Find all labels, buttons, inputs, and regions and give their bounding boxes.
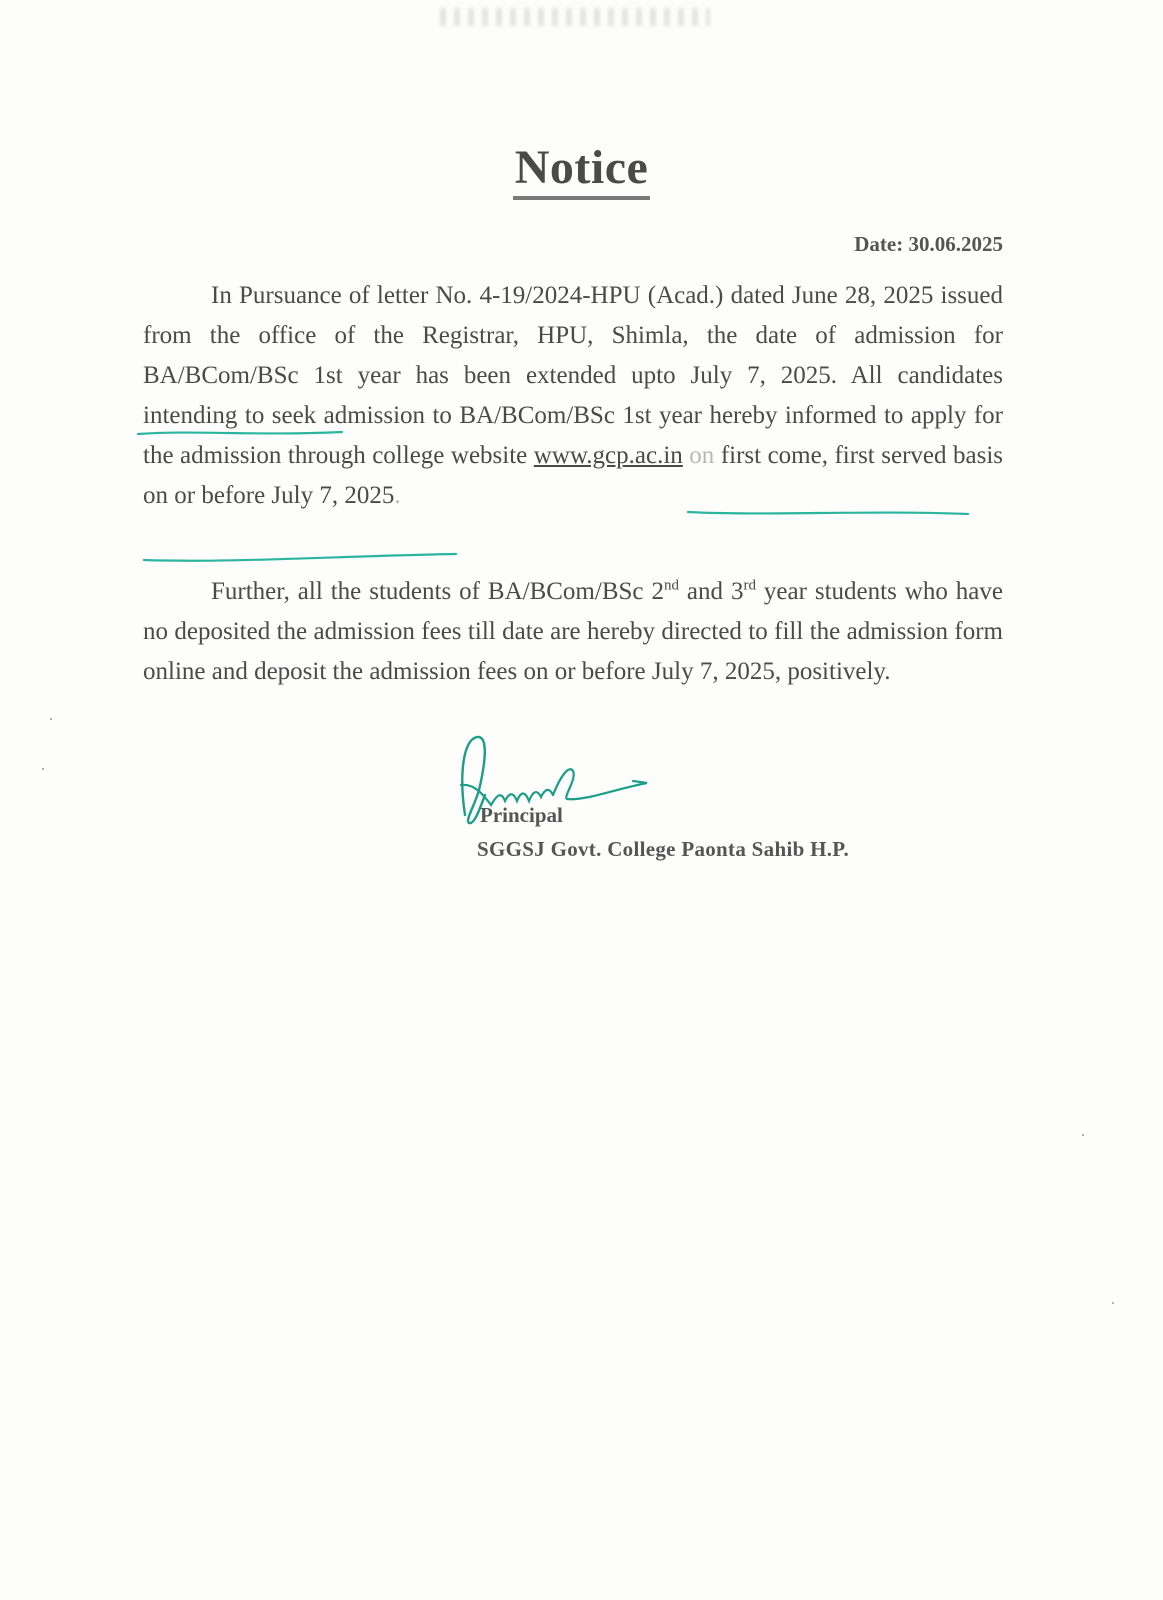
paragraph-2-text-b: and 3 [678, 578, 744, 605]
scan-speck [50, 718, 52, 720]
scan-speck [42, 768, 44, 770]
paragraph-1-text-b: All candidates intending to seek admission to BA/BCom/BSc 1st year hereby informed to apply for the admission through college website [143, 362, 1003, 469]
paragraph-admission-extension [143, 276, 1003, 516]
paragraph-2-text-c: year students who have no deposited the admission fees till date are hereby directed to fill the admission form online and deposit the admission fees on or before July 7, 2025, positively. [143, 578, 1003, 685]
signature-designation: Principal [480, 803, 563, 827]
highlight-july-date: July 7, 2025. [690, 362, 838, 389]
superscript-nd: nd [663, 577, 679, 594]
paragraph-1-text-d: . [394, 482, 401, 509]
paragraph-1-text-a: In Pursuance of letter No. 4-19/2024-HPU (Acad.) dated June 28, 2025 issued from the office of the Registrar, HPU, Shimla, the date of admission for BA/BCom/BSc 1st year has been extended upto [143, 282, 1003, 389]
highlight-first-come: first come, first served basis on or before July 7, 2025 [143, 442, 1003, 509]
paragraph-2-text-a: Further, all the students of BA/BCom/BSc 2 [211, 578, 664, 605]
college-website-link[interactable]: www.gcp.ac.in [533, 442, 683, 469]
notice-date: Date: 30.06.2025 [854, 232, 1003, 256]
pen-underline-basis [140, 550, 460, 566]
scan-smudge [440, 8, 710, 26]
superscript-rd: rd [743, 577, 756, 594]
paragraph-1-text-c: on [682, 442, 721, 469]
scan-speck [1082, 1134, 1084, 1136]
scan-speck [1112, 1302, 1114, 1304]
paragraph-fee-deposit [143, 572, 1003, 692]
notice-title-wrap [0, 140, 1163, 200]
notice-title: Notice [513, 142, 651, 200]
institution-name: SGGSJ Govt. College Paonta Sahib H.P. [477, 837, 850, 861]
